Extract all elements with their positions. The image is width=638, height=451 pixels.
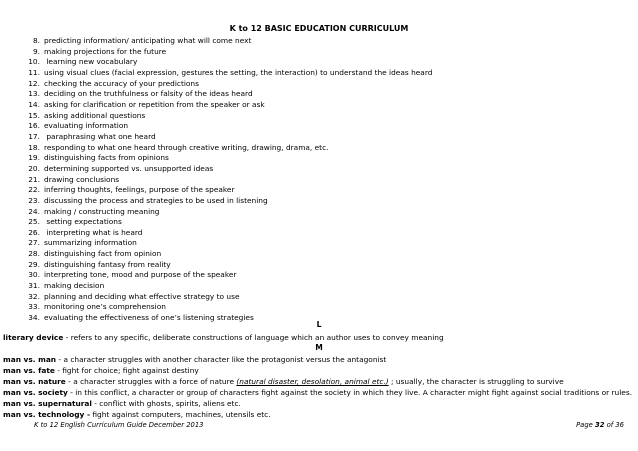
list-item-text: distinguishing fantasy from reality <box>44 259 171 269</box>
glossary-definition: fight against computers, machines, utensils etc. <box>90 410 271 419</box>
list-item-text: discussing the process and strategies to be used in listening <box>44 195 268 205</box>
page-footer <box>34 421 624 429</box>
list-item-number: 23. <box>28 195 40 205</box>
list-item <box>26 121 626 132</box>
list-item-text: making decision <box>44 281 105 291</box>
list-item-number: 33. <box>28 302 40 312</box>
list-item <box>26 217 626 228</box>
list-item-number: 18. <box>28 142 40 152</box>
list-item <box>26 185 626 196</box>
list-item-number: 15. <box>28 110 40 120</box>
list-item-number: 30. <box>28 270 40 280</box>
list-item-text: predicting information/ anticipating what will come next <box>44 36 252 45</box>
list-item-text: interpreting tone, mood and purpose of the speaker <box>44 270 237 280</box>
list-item-number: 19. <box>28 153 40 163</box>
list-item-text: learning new vocabulary <box>44 57 138 67</box>
list-item-number: 34. <box>28 313 40 323</box>
list-item-number: 14. <box>28 99 40 109</box>
list-item-number: 11. <box>28 67 40 77</box>
list-item-text: planning and deciding what effective strategy to use <box>44 291 240 301</box>
list-item-number: 9. <box>32 46 40 56</box>
glossary-entry-man-vs-society <box>3 388 635 397</box>
list-item-number: 22. <box>28 185 40 195</box>
list-item-text: responding to what one heard through creative writing, drawing, drama, etc. <box>44 142 329 152</box>
listening-strategies-list <box>26 36 626 324</box>
glossary-term: man vs. fate <box>3 366 55 375</box>
list-item <box>26 175 626 186</box>
list-item-number: 26. <box>28 227 40 237</box>
list-item <box>26 36 626 47</box>
list-item <box>26 79 626 90</box>
glossary-entry-man-vs-fate <box>3 366 635 375</box>
list-item-number: 20. <box>28 163 40 173</box>
glossary-term: man vs. nature <box>3 377 66 386</box>
list-item <box>26 270 626 281</box>
list-item-text: making projections for the future <box>44 46 167 56</box>
list-item <box>26 207 626 218</box>
list-item <box>26 143 626 154</box>
glossary-term: man vs. society <box>3 388 68 397</box>
list-item-text: evaluating the effectiveness of one’s listening strategies <box>44 313 254 323</box>
list-item <box>26 249 626 260</box>
list-item-number: 12. <box>28 78 40 88</box>
list-item-text: interpreting what is heard <box>44 227 143 237</box>
list-item-number: 31. <box>28 281 40 291</box>
list-item <box>26 57 626 68</box>
glossary-definition: ; usually, the character is struggling to survive <box>388 377 564 386</box>
list-item-text: distinguishing facts from opinions <box>44 153 169 163</box>
list-item <box>26 153 626 164</box>
glossary-definition-italic: (natural disaster, desolation, animal etc.) <box>236 377 389 386</box>
glossary-entry-man-vs-supernatural <box>3 399 635 408</box>
glossary-letter-m: M <box>315 343 323 352</box>
list-item-text: evaluating information <box>44 121 129 131</box>
list-item <box>26 111 626 122</box>
list-item-text: making / constructing meaning <box>44 206 160 216</box>
glossary-letter-l: L <box>316 320 322 329</box>
list-item-number: 25. <box>28 217 40 227</box>
list-item <box>26 228 626 239</box>
page-header <box>0 24 638 33</box>
list-item <box>26 100 626 111</box>
glossary-term: man vs. technology - <box>3 410 91 419</box>
list-item <box>26 292 626 303</box>
list-item-text: asking for clarification or repetition from the speaker or ask <box>44 99 265 109</box>
list-item <box>26 238 626 249</box>
list-item-number: 17. <box>28 131 40 141</box>
list-item <box>26 164 626 175</box>
page-number <box>576 421 624 429</box>
list-item-text: drawing conclusions <box>44 174 120 184</box>
list-item <box>26 89 626 100</box>
list-item-text: using visual clues (facial expression, gestures the setting, the interaction) to understand the ideas heard <box>44 67 433 77</box>
glossary-entry-literary-device <box>3 333 635 342</box>
glossary-definition: - conflict with ghosts, spirits, aliens etc. <box>91 399 241 408</box>
glossary-term: man vs. supernatural <box>3 399 92 408</box>
header-title: K to 12 BASIC EDUCATION CURRICULUM <box>229 24 409 33</box>
list-item <box>26 281 626 292</box>
glossary-definition: - refers to any specific, deliberate constructions of language which an author uses to convey meaning <box>63 333 444 342</box>
list-item-text: asking additional questions <box>44 110 146 120</box>
list-item-text: inferring thoughts, feelings, purpose of the speaker <box>44 185 235 195</box>
glossary-entry-man-vs-nature <box>3 377 635 386</box>
list-item-number: 13. <box>28 89 40 99</box>
list-item-number: 28. <box>28 249 40 259</box>
list-item <box>26 196 626 207</box>
list-item <box>26 260 626 271</box>
list-item <box>26 132 626 143</box>
glossary-term: literary device <box>3 333 64 342</box>
list-item-text: paraphrasing what one heard <box>44 131 156 141</box>
page-current: 32 <box>595 421 605 429</box>
glossary-entry-man-vs-man <box>3 355 635 364</box>
page-total: of 36 <box>604 421 624 429</box>
list-item-number: 29. <box>28 259 40 269</box>
glossary-definition: - fight for choice; fight against destiny <box>54 366 199 375</box>
list-item-number: 10. <box>28 57 40 67</box>
list-item <box>26 302 626 313</box>
glossary-term: man vs. man <box>3 355 57 364</box>
list-item-text: distinguishing fact from opinion <box>44 249 162 259</box>
list-item-text: deciding on the truthfulness or falsity of the ideas heard <box>44 89 253 99</box>
glossary-definition: - in this conflict, a character or group of characters fight against the society in which they live. A character might fight against social traditions or rules. <box>67 388 633 397</box>
list-item <box>26 47 626 58</box>
page-label: Page <box>576 421 595 429</box>
list-item-text: setting expectations <box>44 217 122 227</box>
glossary-definition: - a character struggles with a force of nature <box>65 377 237 386</box>
list-item <box>26 68 626 79</box>
list-item-text: determining supported vs. unsupported ideas <box>44 163 214 173</box>
list-item-number: 32. <box>28 291 40 301</box>
list-item-number: 27. <box>28 238 40 248</box>
footer-guide-title: K to 12 English Curriculum Guide December 2013 <box>34 421 204 429</box>
list-item-number: 24. <box>28 206 40 216</box>
list-item-number: 8. <box>32 36 40 45</box>
list-item-text: monitoring one’s comprehension <box>44 302 166 312</box>
list-item-number: 21. <box>28 174 40 184</box>
glossary-definition: - a character struggles with another character like the protagonist versus the antagonist <box>56 355 387 364</box>
list-item-number: 16. <box>28 121 40 131</box>
list-item-text: checking the accuracy of your predictions <box>44 78 199 88</box>
list-item-text: summarizing information <box>44 238 137 248</box>
glossary-entry-man-vs-technology <box>3 410 635 419</box>
